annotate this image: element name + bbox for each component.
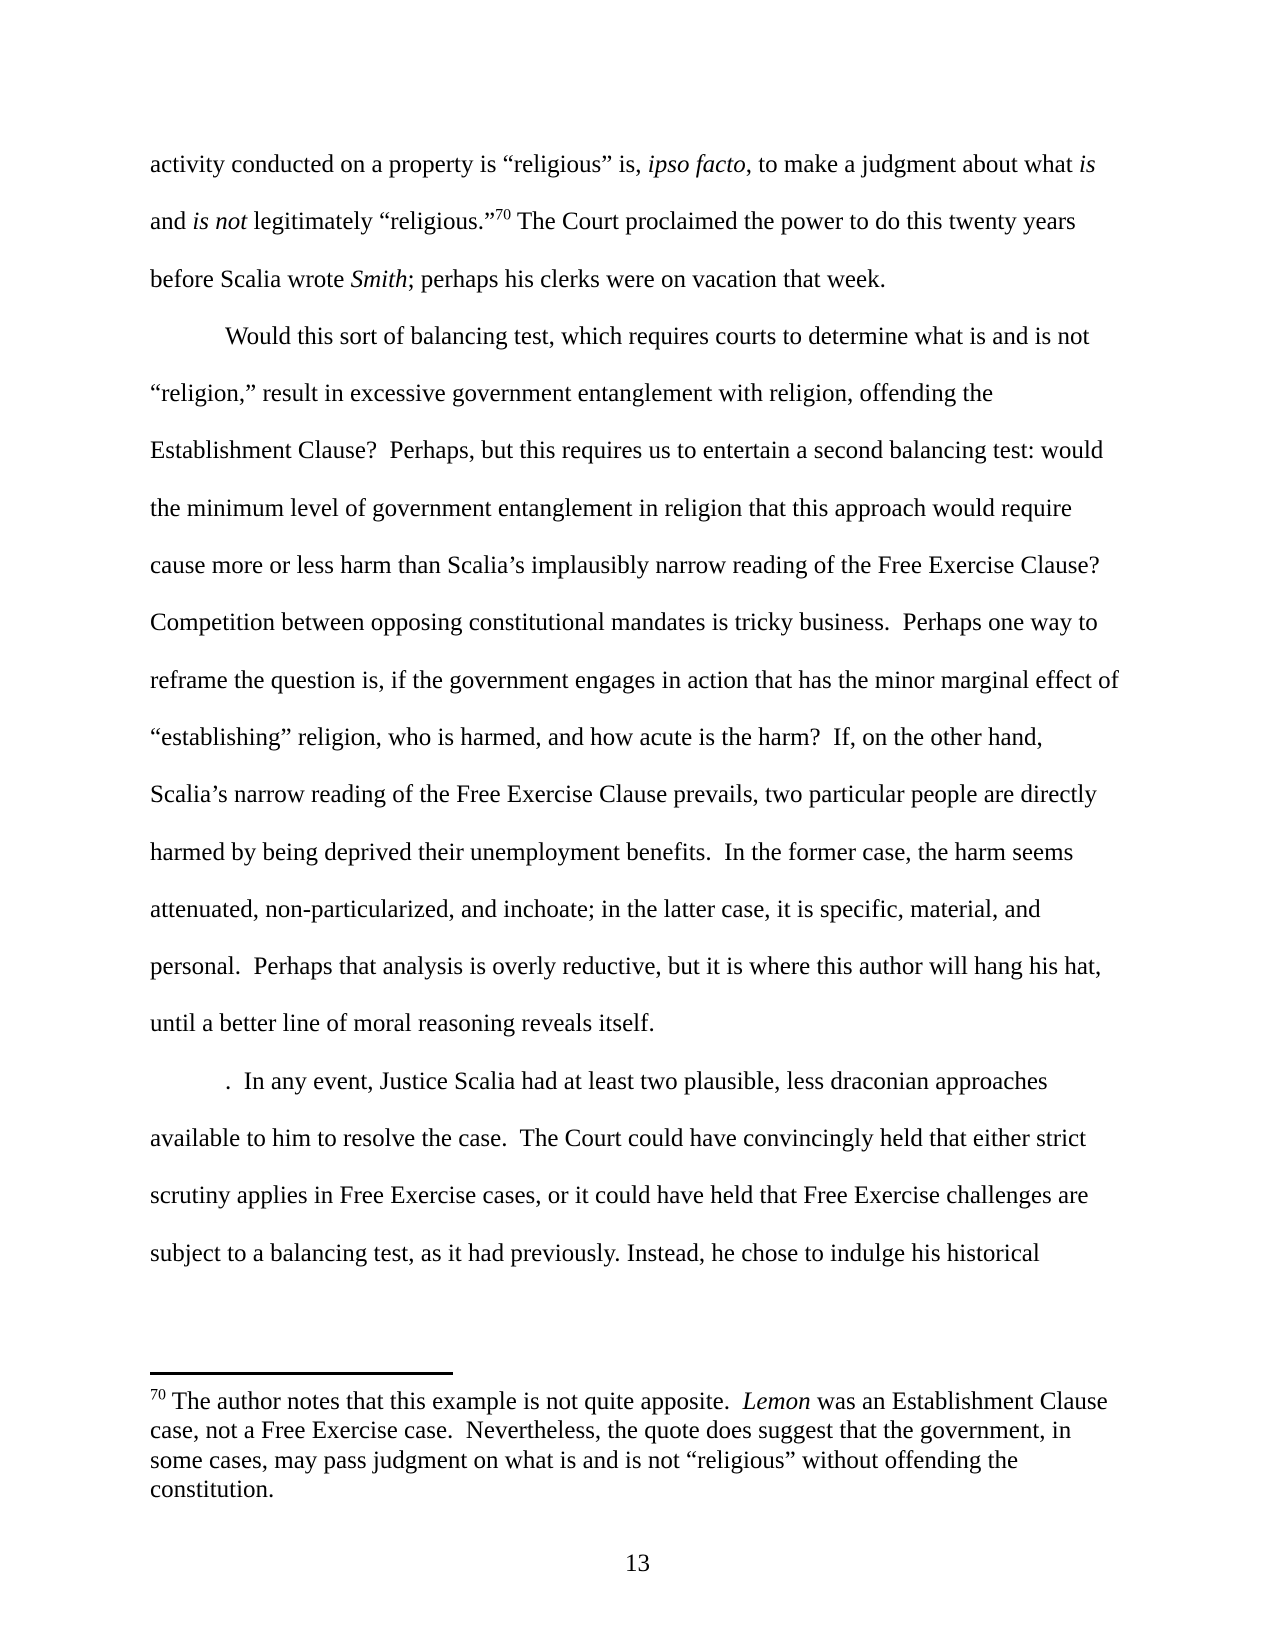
text-line <box>150 1225 1135 1282</box>
text-segment: the minimum level of government entanglement in religion that this approach would require <box>150 494 1072 522</box>
text-line <box>150 136 1135 193</box>
text-line <box>150 1416 1140 1445</box>
text-segment: before Scalia wrote <box>150 265 351 293</box>
text-line <box>150 1167 1135 1224</box>
text-segment: Establishment Clause? Perhaps, but this requires us to entertain a second balancing test: would <box>150 437 1104 465</box>
text-line <box>150 709 1135 766</box>
italic-text: ipso facto <box>647 151 746 178</box>
footnote-separator <box>150 1372 453 1375</box>
text-line <box>150 1110 1135 1167</box>
text-segment: until a better line of moral reasoning reveals itself. <box>150 1010 655 1038</box>
text-segment: subject to a balancing test, as it had previously. Instead, he chose to indulge his historical <box>150 1239 1040 1267</box>
paragraph <box>150 308 1135 1053</box>
footnote-reference: 70 <box>495 206 512 224</box>
text-segment: constitution. <box>150 1475 275 1503</box>
text-segment: “establishing” religion, who is harmed, and how acute is the harm? If, on the other hand, <box>150 723 1043 751</box>
text-segment: and <box>150 208 193 236</box>
italic-text: Lemon <box>742 1388 811 1415</box>
text-segment: was an Establishment Clause <box>810 1388 1108 1415</box>
text-line <box>150 308 1135 365</box>
text-segment: “religion,” result in excessive government entanglement with religion, offending the <box>150 380 994 408</box>
text-line <box>150 537 1135 594</box>
text-segment: Would this sort of balancing test, which requires courts to determine what is and is not <box>225 322 1090 350</box>
text-line <box>150 193 1135 250</box>
text-segment: Scalia’s narrow reading of the Free Exercise Clause prevails, two particular people are directly <box>150 781 1097 809</box>
text-line <box>150 594 1135 651</box>
text-line <box>150 480 1135 537</box>
text-segment: some cases, may pass judgment on what is and is not “religious” without offending the <box>150 1446 1019 1474</box>
text-line <box>150 365 1135 422</box>
text-line <box>150 995 1135 1052</box>
text-line <box>150 881 1135 938</box>
text-segment: legitimately “religious.” <box>247 208 496 236</box>
text-line <box>150 1387 1140 1416</box>
text-segment: scrutiny applies in Free Exercise cases, or it could have held that Free Exercise challenges are <box>150 1182 1089 1210</box>
text-segment: Competition between opposing constitutional mandates is tricky business. Perhaps one way to <box>150 609 1098 637</box>
text-line <box>150 652 1135 709</box>
paragraph <box>150 1053 1135 1282</box>
text-segment: case, not a Free Exercise case. Nevertheless, the quote does suggest that the government, in <box>150 1417 1072 1445</box>
text-segment: harmed by being deprived their unemployment benefits. In the former case, the harm seems <box>150 838 1074 866</box>
text-segment: activity conducted on a property is “religious” is, <box>150 151 648 178</box>
text-segment: available to him to resolve the case. The Court could have convincingly held that either strict <box>150 1125 1087 1153</box>
text-line <box>150 422 1135 479</box>
text-line <box>150 251 1135 308</box>
body-text <box>150 136 1135 1282</box>
italic-text: is not <box>192 208 248 236</box>
footnote-reference: 70 <box>150 1386 166 1404</box>
paragraph <box>150 136 1135 308</box>
text-line <box>150 938 1135 995</box>
text-line <box>150 824 1135 881</box>
text-segment: The Court proclaimed the power to do this twenty years <box>511 208 1076 236</box>
text-segment: , to make a judgment about what <box>745 151 1079 178</box>
text-segment: The author notes that this example is not quite apposite. <box>166 1388 743 1415</box>
text-segment: reframe the question is, if the government engages in action that has the minor marginal effect of <box>150 666 1119 694</box>
text-line <box>150 1475 1140 1504</box>
footnote <box>150 1387 1140 1504</box>
text-segment: . In any event, Justice Scalia had at least two plausible, less draconian approaches <box>225 1067 1048 1095</box>
text-segment: personal. Perhaps that analysis is overly reductive, but it is where this author will hang his hat, <box>150 953 1102 981</box>
page-number: 13 <box>625 1550 650 1577</box>
text-segment: attenuated, non-particularized, and inchoate; in the latter case, it is specific, material, and <box>150 895 1041 923</box>
text-line <box>150 1446 1140 1475</box>
text-line <box>150 1053 1135 1110</box>
text-segment: cause more or less harm than Scalia’s implausibly narrow reading of the Free Exercise Clause? <box>150 552 1100 580</box>
italic-text: is <box>1078 151 1096 178</box>
text-segment: ; perhaps his clerks were on vacation that week. <box>407 265 886 293</box>
italic-text: Smith <box>350 265 408 293</box>
text-line <box>150 766 1135 823</box>
